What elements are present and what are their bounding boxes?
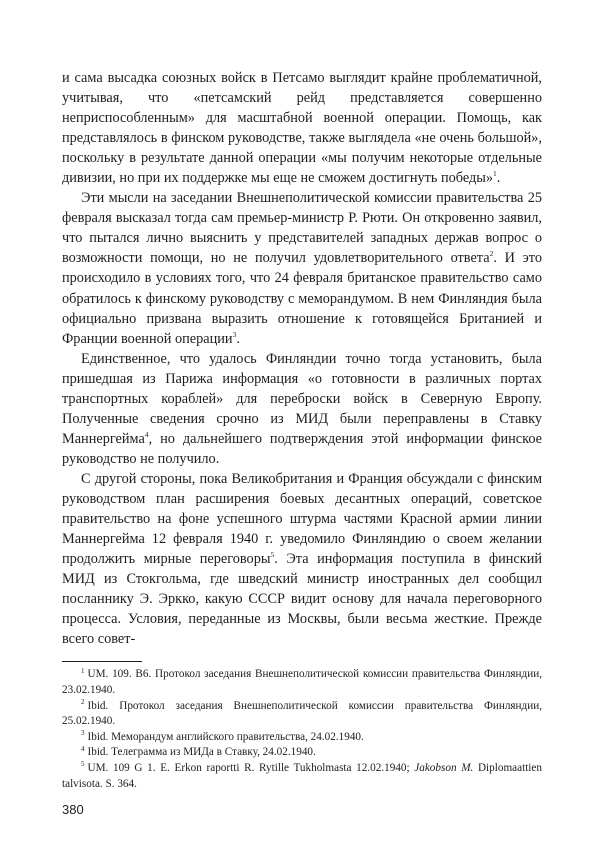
footnote-number: 3 [81, 729, 85, 737]
text-run: Ibid. Телеграмма из МИДа в Ставку, 24.02.1940. [87, 746, 316, 759]
paragraph [62, 188, 542, 348]
footnote-number: 4 [81, 744, 85, 753]
text-run: . [496, 170, 501, 187]
text-run: С другой стороны, пока Великобритания и Франция обсуждали с финским руководством план расширения боевых десантных операций, советское правительство на фоне успешного штурма частями Красной армии линии Маннергейма 12 февраля 1940 г. уведомило Финляндию о своем желании продолжить мирные переговоры [62, 470, 542, 568]
text-run: . И это происходило в условиях того, что 24 февраля британское правительство само обратилось к финскому руководству с меморандумом. В нем Финляндия была официально призвана выразить отношение к готовящейся Британией и Франции военной операции [62, 250, 542, 347]
footnote [62, 745, 542, 761]
footnotes [62, 667, 542, 792]
text-run: . Эта информация поступила в финский МИД из Стокгольма, где шведский министр иностранных дел сообщил посланнику Э. Эркко, какую СССР видит основу для начала переговорного процесса. Условия, переданные из Москвы, были весьма жесткие. Прежде всего совет- [62, 551, 542, 648]
text-run: и сама высадка союзных войск в Петсамо выглядит крайне проблематичной, учитывая, что «петсамский рейд представляется совершенно неприспособленным» для масштабной военной операции. Помощь, как представлялось в финском руководстве, также выглядела «не очень большой», поскольку в результате данной операции «мы получим некоторые отдельные дивизии, но при их поддержке мы еще не сможем достигнуть победы» [62, 70, 542, 187]
paragraph [62, 349, 542, 469]
text-run: , но дальнейшего подтверждения этой информации финское руководство не получило. [62, 430, 542, 467]
text-run: Diplomaattien talvisota. S. 364. [62, 761, 542, 790]
footnote-number: 5 [81, 760, 85, 769]
paragraph [62, 68, 542, 188]
text-run: Ibid. Протокол заседания Внешнеполитической комиссии правительства Финляндии, 25.02.1940. [62, 699, 542, 728]
main-text [62, 68, 542, 649]
footnote-ref: 1 [493, 169, 497, 179]
page-number: 380 [62, 802, 84, 818]
text-run: . [236, 330, 240, 347]
text-run: Эти мысли на заседании Внешнеполитической комиссии правительства 25 февраля высказал тогда сам премьер-министр Р. Рюти. Он откровенно заявил, что пытался лично выяснить у представителей западных держав вопрос о возможности помощи, но не получил удовлетворительного ответа [62, 190, 542, 267]
text-run: UM. 109 G 1. E. Erkon raportti R. Rytille Tukholmasta 12.02.1940; [87, 761, 415, 774]
text-run: UM. 109. B6. Протокол заседания Внешнеполитической комиссии правительства Финляндии, 23.02.1940. [62, 668, 542, 696]
text-run: Единственное, что удалось Финляндии точно тогда установить, была пришедшая из Парижа информация «о готовности в различных портах транспортных кораблей» для переброски войск в Северную Европу. Полученные сведения срочно из МИД были переправлены в Ставку Маннергейма [62, 350, 542, 447]
footnote-ref: 5 [270, 550, 275, 560]
footnote-number: 1 [81, 666, 85, 675]
footnote-separator [62, 661, 142, 662]
text-run: Ibid. Меморандум английского правительства, 24.02.1940. [87, 730, 364, 743]
footnote [62, 730, 542, 746]
paragraph [62, 469, 542, 649]
footnote [62, 699, 542, 730]
footnote [62, 667, 542, 698]
footnote [62, 761, 542, 792]
footnote-number: 2 [81, 697, 85, 706]
footnote-ref: 4 [144, 430, 149, 440]
italic-text: Jakobson M. [414, 761, 474, 774]
footnote-ref: 2 [489, 249, 494, 259]
footnote-ref: 3 [232, 329, 237, 339]
